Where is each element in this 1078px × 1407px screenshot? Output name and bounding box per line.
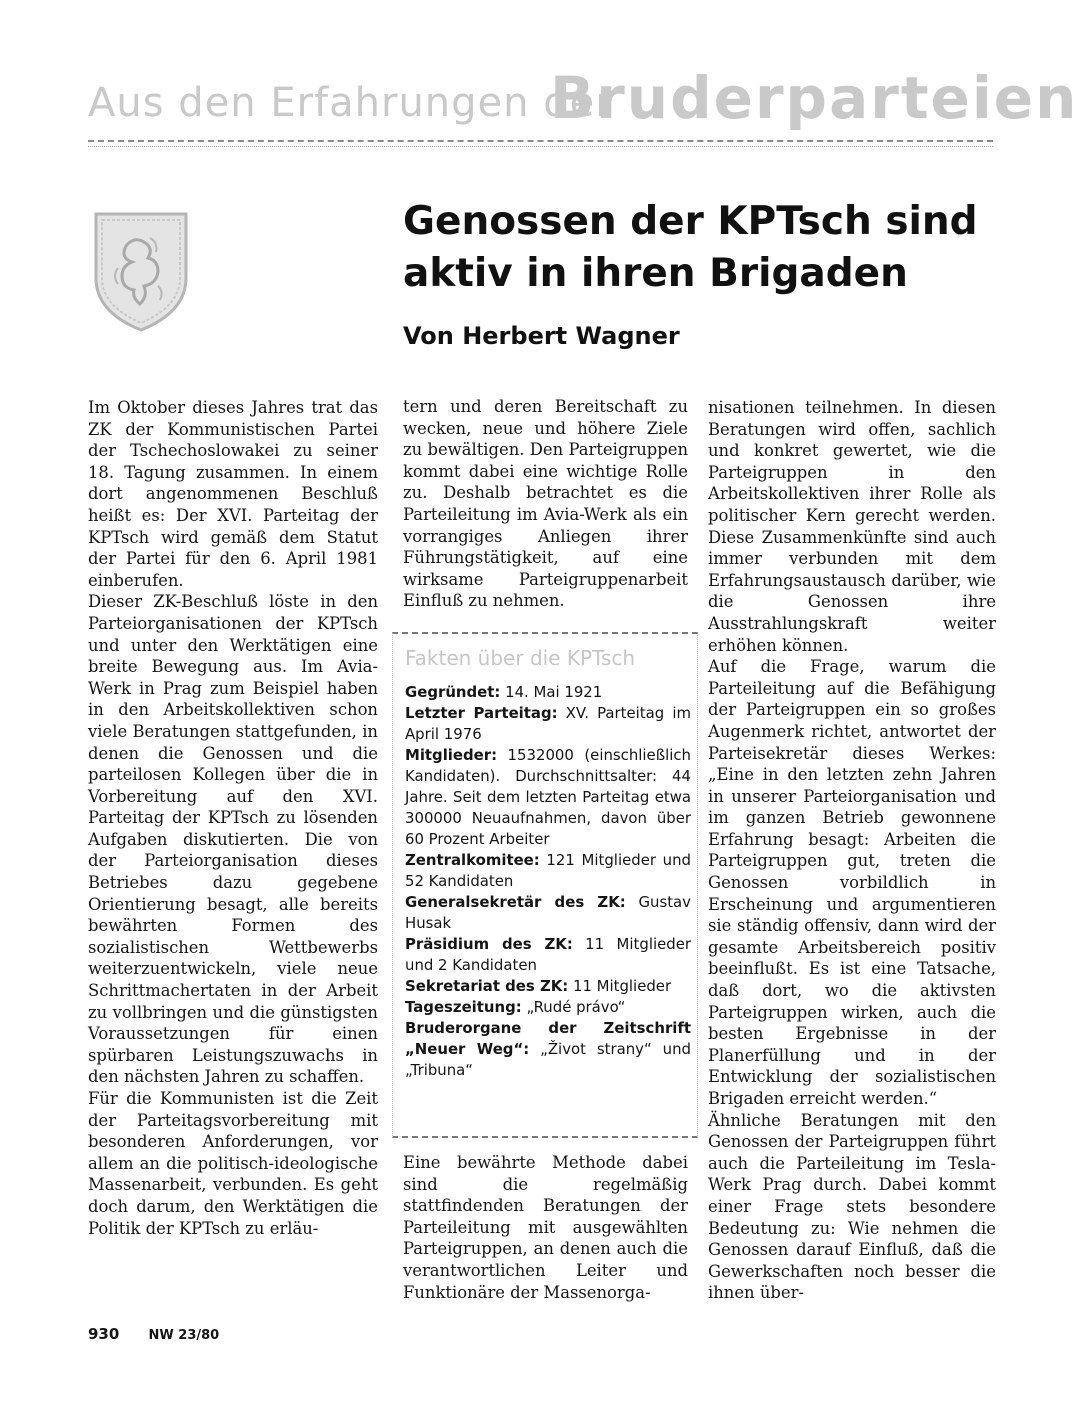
fact-item: [405, 850, 691, 892]
paragraph: Für die Kommunisten ist die Zeit der Parteitagsvorbereitung mit besonderen Anforderungen, vor allem an die politisch-ideologische Massenarbeit, verbunden. Es geht doch darum, den Werktätigen die Politik der KPTsch zu erläu-: [88, 1089, 378, 1238]
paragraph: Ähnliche Beratungen mit den Genossen der Parteigruppen führt auch die Parteileitung im Tesla-Werk Prag durch. Dabei kommt einer Frage stets besondere Bedeutung zu: Wie nehmen die Genossen darauf Einfluß, daß die Gewerkschaften noch besser die ihnen über-: [708, 1110, 996, 1303]
fact-text: 1532000 (einschließlich Kandidaten). Durchschnittsalter: 44 Jahre. Seit dem letzten Parteitag etwa 300000 Neuaufnahmen, davon über 60 Prozent Arbeiter: [405, 746, 691, 848]
fact-item: [405, 976, 691, 997]
fact-list: [405, 682, 691, 1081]
fact-text: 14. Mai 1921: [500, 683, 603, 701]
rubric-prefix: Aus den Erfahrungen der: [88, 80, 613, 126]
paragraph: Eine bewährte Methode dabei sind die regelmäßig stattfindenden Beratungen der Parteileitung mit ausgewählten Parteigruppen, an denen auch die verantwortlichen Leiter und Funktionäre der Massenorga-: [403, 1153, 688, 1302]
fact-text: 11 Mitglieder: [568, 977, 672, 995]
fact-label: Generalsekretär des ZK:: [405, 893, 626, 911]
fact-label: Präsidium des ZK:: [405, 935, 573, 953]
coat-of-arms-icon: [88, 208, 194, 334]
body-column-1: [88, 397, 378, 1307]
fact-text: „Život strany“ und „Tribuna“: [405, 1040, 691, 1079]
fact-text: „Rudé právo“: [521, 998, 626, 1016]
section-rubric: [88, 60, 1078, 132]
paragraph: nisationen teilnehmen. In diesen Beratungen wird offen, sachlich und konkret gewertet, wie die Parteigruppen in den Arbeitskollektiven ihrer Rolle als politischer Kern gerecht werden. Diese Zusammenkünfte sind auch immer verbunden mit dem Erfahrungsaustausch darüber, wie die Genossen ihre Ausstrahlungskraft weiter erhöhen können.: [708, 398, 996, 655]
fact-text: Gustav Husak: [405, 893, 691, 932]
fact-label: Mitglieder:: [405, 746, 498, 764]
body-column-3: [708, 397, 996, 1307]
fact-label: Tageszeitung:: [405, 998, 522, 1016]
rubric-divider: [88, 140, 993, 147]
article-byline: Von Herbert Wagner: [403, 322, 680, 350]
fact-text: 11 Mitglieder und 2 Kandidaten: [405, 935, 691, 974]
paragraph: tern und deren Bereitschaft zu wecken, neue und höhere Ziele zu bewältigen. Den Parteigruppen kommt dabei eine wichtige Rolle zu. Deshalb betrachtet es die Parteileitung im Avia-Werk als ein vorrangiges Anliegen ihrer Führungstätigkeit, auf eine wirksame Parteigruppenarbeit Einfluß zu nehmen.: [403, 397, 688, 611]
page-number: 930: [88, 1325, 120, 1343]
fact-label: Letzter Parteitag:: [405, 704, 558, 722]
fact-item: [405, 997, 691, 1018]
paragraph: Auf die Frage, warum die Parteileitung auf die Befähigung der Parteigruppen ein so großes Augenmerk richtet, antwortet der Parteisekretär dieses Werkes: „Eine in den letzten zehn Jahren in unserer Parteiorganisation und im ganzen Betrieb gewonnene Erfahrung besagt: Arbeiten die Parteigruppen gut, treten die Genossen vorbildlich in Erscheinung und argumentieren sie ständig offensiv, dann wird der gesamte Arbeitsbereich positiv beeinflußt. Es ist eine Tatsache, daß dort, wo die aktivsten Parteigruppen wirken, auch die besten Ergebnisse in der Planerfüllung und in der Entwicklung der sozialistischen Brigaden erreicht werden.“: [708, 657, 996, 1108]
article-headline: Genossen der KPTsch sind aktiv in ihren Brigaden: [403, 199, 978, 296]
body-column-2-bottom: [403, 1152, 688, 1307]
fact-item: [405, 934, 691, 976]
fact-box: [392, 632, 698, 1138]
paragraph: Dieser ZK-Beschluß löste in den Parteiorganisationen der KPTsch und unter den Werktätigen eine breite Bewegung aus. Im Avia-Werk in Prag zum Beispiel haben in den Arbeitskollektiven schon viele Beratungen stattgefunden, in denen die Genossen und die parteilosen Kollegen über die in Vorbereitung auf den XVI. Parteitag der KPTsch zu lösenden Aufgaben diskutierten. Die von der Parteiorganisation dieses Betriebes dazu gegebene Orientierung besagt, alle bereits bewährten Formen des sozialistischen Wettbewerbs weiterzuentwickeln, viele neue Schrittmachertaten in der Arbeit zu vollbringen und die günstigsten Voraussetzungen für einen spürbaren Leistungszuwachs in den nächsten Jahren zu schaffen.: [88, 592, 378, 1087]
fact-label: Zentralkomitee:: [405, 851, 540, 869]
fact-text: XV. Parteitag im April 1976: [405, 704, 692, 743]
page-footer: [88, 1325, 219, 1343]
issue-label: NW 23/80: [148, 1328, 220, 1343]
fact-text: 121 Mitglieder und 52 Kandidaten: [405, 851, 691, 890]
rubric-emphasis: Bruderparteien: [550, 64, 1078, 132]
fact-label: Gegründet:: [405, 683, 501, 701]
fact-item: [405, 892, 691, 934]
fact-box-title: Fakten über die KPTsch: [405, 646, 636, 670]
fact-label: Bruderorgane der Zeitschrift „Neuer Weg“:: [405, 1019, 691, 1058]
fact-item: [405, 703, 691, 745]
fact-item: [405, 682, 691, 703]
body-column-2-top: [403, 396, 688, 611]
fact-item: [405, 745, 691, 850]
fact-item: [405, 1018, 691, 1081]
paragraph: Im Oktober dieses Jahres trat das ZK der Kommunistischen Partei der Tschechoslowakei zu seiner 18. Tagung zusammen. In einem dort angenommenen Beschluß heißt es: Der XVI. Parteitag der KPTsch wird gemäß dem Statut der Partei für den 6. April 1981 einberufen.: [88, 398, 378, 590]
fact-label: Sekretariat des ZK:: [405, 977, 569, 995]
